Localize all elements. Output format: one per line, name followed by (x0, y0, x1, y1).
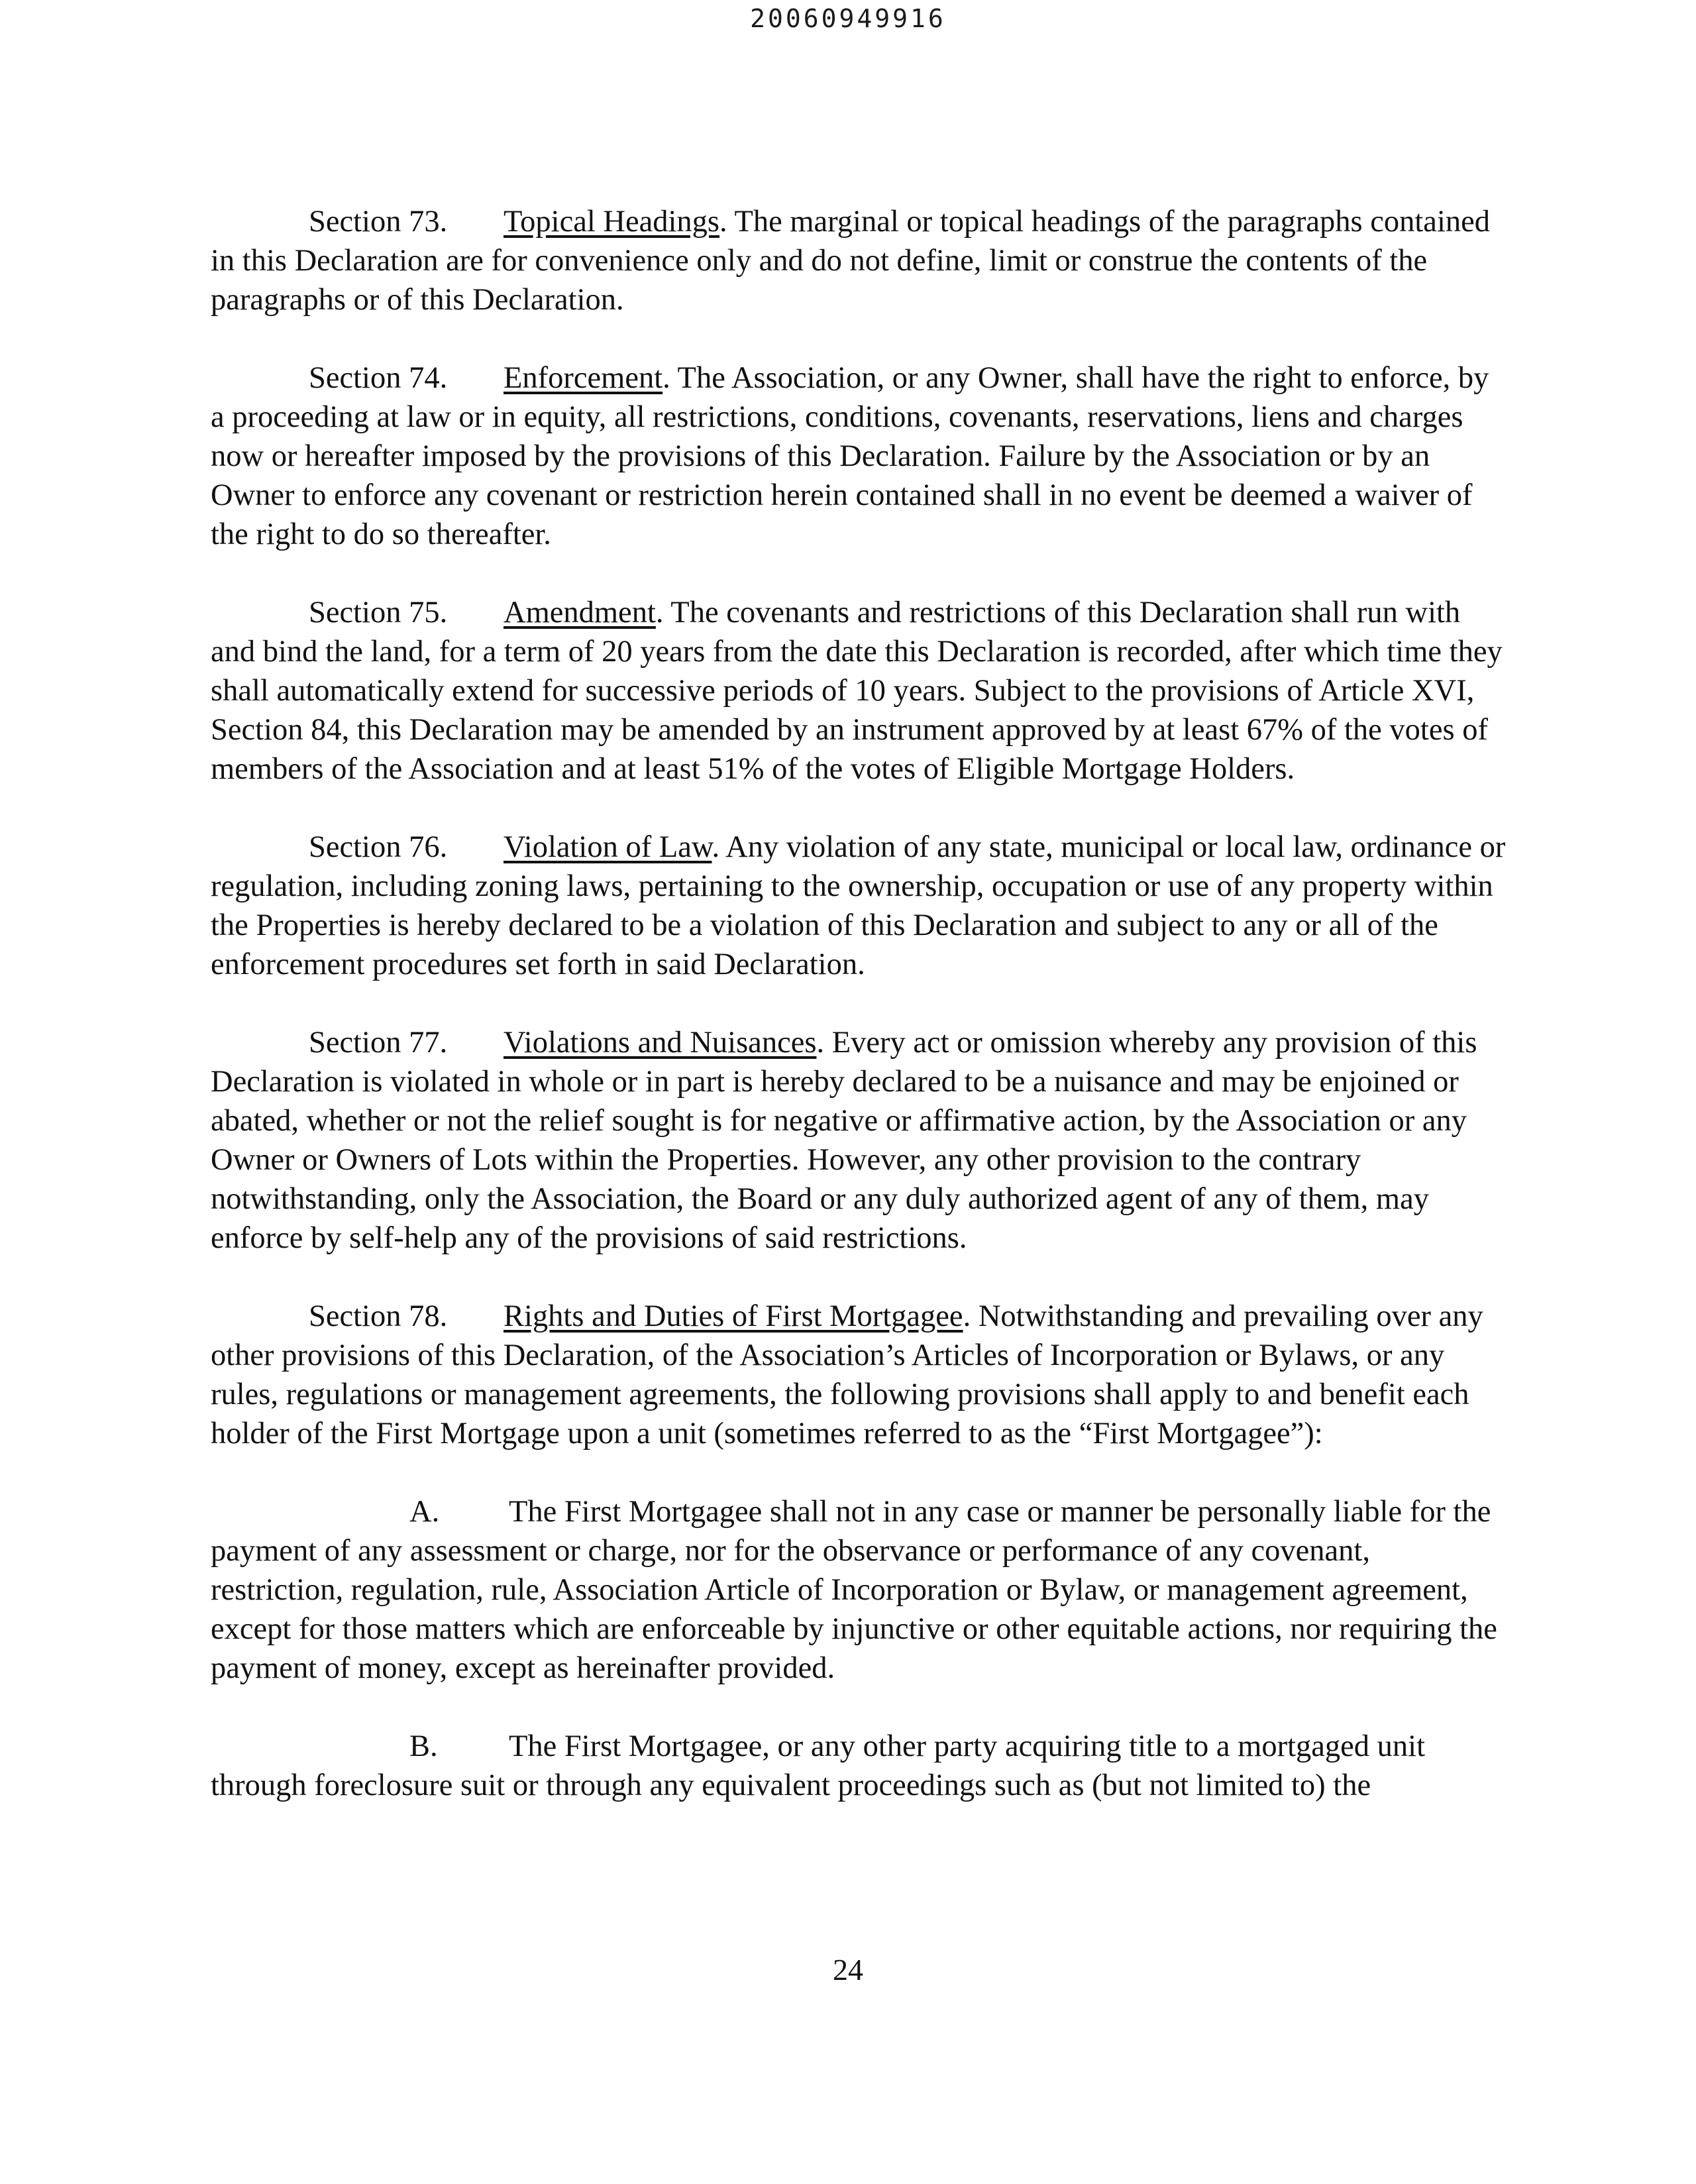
section-heading: Violation of Law (504, 830, 712, 864)
section-73 (211, 202, 1509, 319)
section-78 (211, 1297, 1509, 1453)
section-heading: Topical Headings (504, 205, 720, 239)
section-77 (211, 1023, 1509, 1258)
section-heading: Rights and Duties of First Mortgagee (504, 1299, 963, 1333)
section-text: . The marginal or topical headings of the paragraphs contained in this Declaration are for convenience only and do not define, limit or construe the contents of the paragraphs or of this Declaration. (211, 205, 1491, 317)
section-label: Section 78. (309, 1299, 448, 1333)
section-label: Section 75. (309, 596, 448, 629)
subsection-letter: A. (409, 1495, 440, 1529)
section-label: Section 76. (309, 830, 448, 864)
document-body (211, 202, 1509, 1844)
section-text: . The Association, or any Owner, shall have the right to enforce, by a proceeding at law or in equity, all restrictions, conditions, covenants, reservations, liens and charges now or hereafter imposed by the provisions of this Declaration. Failure by the Association or by an Owner to enforce any covenant or restriction herein contained shall in no event be deemed a waiver of the right to do so thereafter. (211, 361, 1489, 551)
section-label: Section 77. (309, 1026, 448, 1060)
section-74 (211, 358, 1509, 554)
section-label: Section 73. (309, 205, 448, 239)
section-75 (211, 593, 1509, 789)
subsection-a (211, 1492, 1509, 1688)
section-heading: Violations and Nuisances (504, 1026, 817, 1060)
subsection-text: The First Mortgagee, or any other party acquiring title to a mortgaged unit through foreclosure suit or through any equivalent proceedings such as (but not limited to) the (211, 1729, 1425, 1802)
section-label: Section 74. (309, 361, 448, 395)
section-heading: Enforcement (504, 361, 663, 395)
section-text: . Any violation of any state, municipal or local law, ordinance or regulation, including zoning laws, pertaining to the ownership, occupation or use of any property within the Properties is hereby declared to be a violation of this Declaration and subject to any or all of the enforcement procedures set forth in said Declaration. (211, 830, 1506, 981)
section-heading: Amendment (504, 596, 656, 629)
section-text: . Every act or omission whereby any provision of this Declaration is violated in whole or in part is hereby declared to be a nuisance and may be enjoined or abated, whether or not the relief sought is for negative or affirmative action, by the Association or any Owner or Owners of Lots within the Properties. However, any other provision to the contrary notwithstanding, only the Association, the Board or any duly authorized agent of any of them, may enforce by self-help any of the provisions of said restrictions. (211, 1026, 1477, 1255)
subsection-text: The First Mortgagee shall not in any case or manner be personally liable for the payment of any assessment or charge, nor for the observance or performance of any covenant, restriction, regulation, rule, Association Article of Incorporation or Bylaw, or management agreement, except for those matters which are enforceable by injunctive or other equitable actions, nor requiring the payment of money, except as hereinafter provided. (211, 1495, 1497, 1685)
subsection-letter: B. (409, 1729, 438, 1763)
section-text: . The covenants and restrictions of this Declaration shall run with and bind the land, for a term of 20 years from the date this Declaration is recorded, after which time they shall automatically extend for successive periods of 10 years. Subject to the provisions of Article XVI, Section 84, this Declaration may be amended by an instrument approved by at least 67% of the votes of members of the Association and at least 51% of the votes of Eligible Mortgage Holders. (211, 596, 1503, 786)
section-text: . Notwithstanding and prevailing over any other provisions of this Declaration, of the Association’s Articles of Incorporation or Bylaws, or any rules, regulations or management agreements, the following provisions shall apply to and benefit each holder of the First Mortgage upon a unit (sometimes referred to as the “First Mortgagee”): (211, 1299, 1483, 1450)
page-number: 24 (833, 1953, 863, 1987)
document-number: 20060949916 (750, 4, 946, 33)
subsection-b (211, 1727, 1509, 1805)
section-76 (211, 828, 1509, 984)
